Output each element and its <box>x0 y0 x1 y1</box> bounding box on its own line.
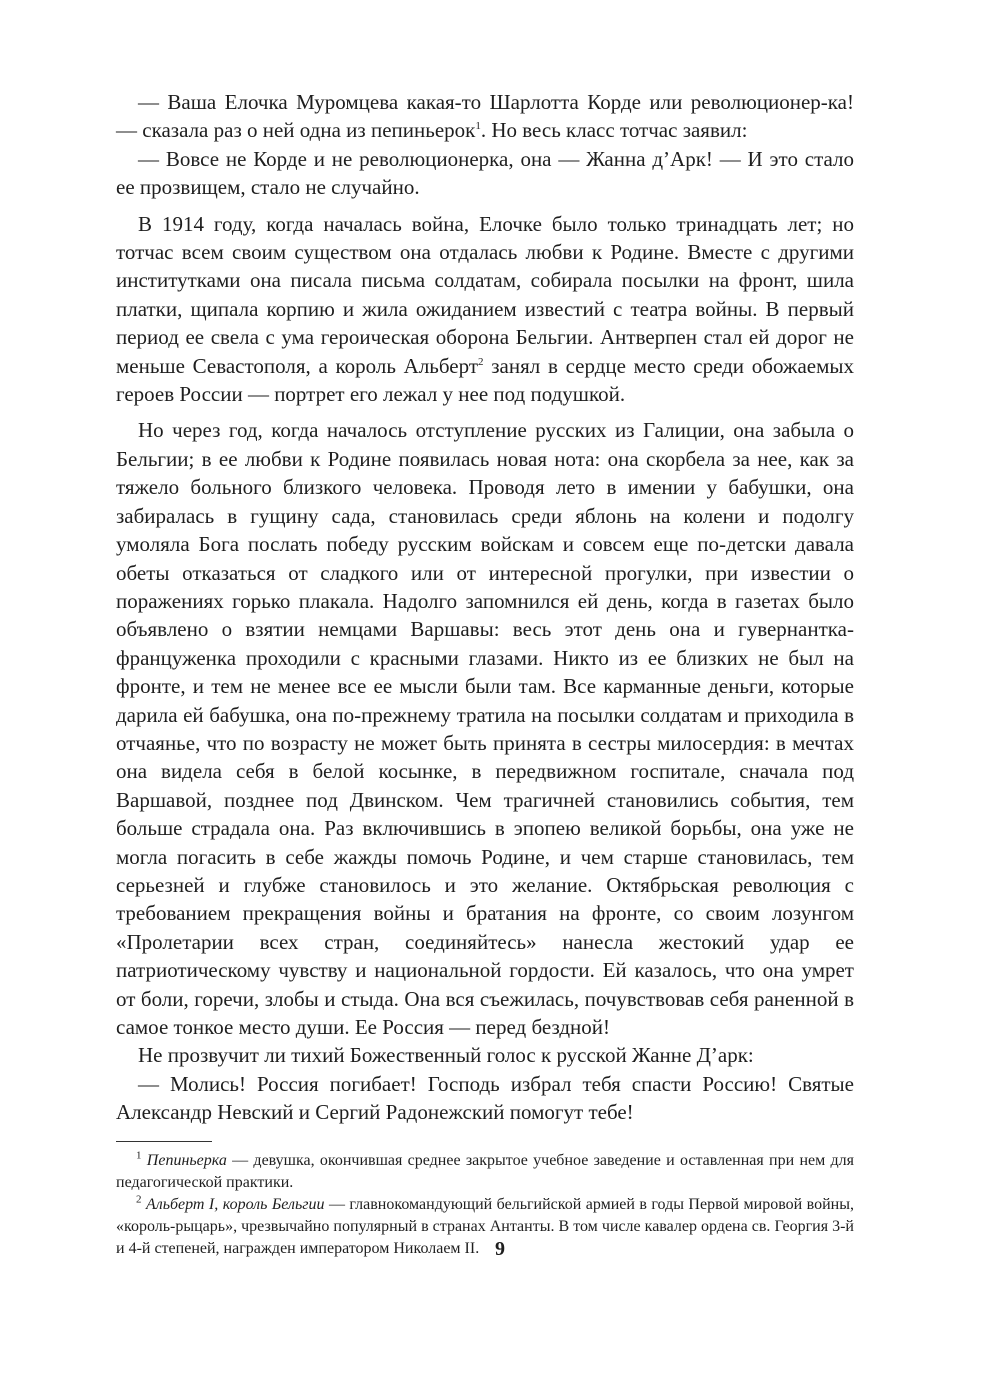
paragraph-5: Не прозвучит ли тихий Божественный голос к русской Жанне Д’арк: <box>138 1043 754 1068</box>
paragraph-1 <box>116 88 854 145</box>
footnote-2-term: Альберт I, король Бельгии <box>145 1195 325 1213</box>
footnote-1 <box>116 1150 854 1194</box>
paragraph-4: Но через год, когда началось отступление русских из Галиции, она забыла о Бельгии; в ее любви к Родине появилась новая нота: она скорбела за нее, как за тяжело больного близкого человека. Проводя лето в имении у бабушки, она забиралась в гущину сада, становилась среди яблонь на колени и подолгу умоляла Бога послать победу русским войскам и совсем еще по-детски давала обеты отказаться от сладкого или от интересной прогулки, при известии о поражениях горько плакала. Надолго запомнился ей день, когда в газетах было объявлено о взятии немцами Варшавы: весь этот день она и гувернантка-француженка проходили с красными глазами. Никто из ее близких не был на фронте, и тем не менее все ее мысли были там. Все карманные деньги, которые дарила ей бабушка, она по-прежнему тратила на посылки солдатам и приходила в отчаянье, что по возрасту не может быть принята в сестры милосердия: в мечтах она видела себя в белой косынке, в передвижном госпитале, сначала под Варшавой, позднее под Двинском. Чем трагичней становились события, тем больше страдала она. Раз включившись в эпопею великой борьбы, она уже не могла погасить в себе жажды помочь Родине, и чем старше становилась, тем серьезней и глубже становилось и это желание. Октябрьская революция с требованием прекращения войны и братания на фронте, со своим лозунгом «Пролетарии всех стран, соединяйтесь» нанесла жестокий удар ее патриотическому чувству и национальной гордости. Ей казалось, что она умрет от боли, горечи, злобы и стыда. Она вся съежилась, почувствовав себя раненной в самое тонкое место души. Ее Россия — перед бездной! <box>116 418 854 1039</box>
paragraph-1-text-a: — Ваша Елочка Муромцева какая-то Шарлотта Корде или революционер-ка! — сказала раз о ней одна из пепиньерок <box>116 90 854 143</box>
footnote-1-text: — девушка, окончившая среднее закрытое учебное заведение и оставленная при нем для педагогической практики. <box>116 1151 855 1191</box>
page-number: 9 <box>495 1238 505 1260</box>
footnote-1-term: Пепиньерка <box>146 1151 227 1169</box>
paragraph-1-text-b: . Но весь класс тотчас заявил: <box>480 118 748 143</box>
footnote-ref-1: 1 <box>475 120 481 133</box>
paragraph-3 <box>116 210 854 409</box>
footnote-1-number: 1 <box>136 1149 142 1162</box>
book-page <box>116 88 854 1260</box>
footnote-2-number: 2 <box>136 1193 142 1206</box>
paragraph-6: — Молись! Россия погибает! Господь избрал тебя спасти Россию! Святые Александр Невский и Сергий Радонежский помогут тебе! <box>116 1071 854 1125</box>
main-text <box>116 88 854 1127</box>
paragraph-3-text-a: В 1914 году, когда началась война, Елочке было только тринадцать лет; но тотчас всем своим существом она отдалась любви к Родине. Вместе с другими институтками она писала письма солдатам, собирала посылки на фронт, шила платки, щипала корпию и жила ожиданием известий с театра войны. В первый период ее свела с ума героическая оборона Бельгии. Антверпен стал ей дорог не меньше Севастополя, а король Альберт <box>116 211 854 378</box>
footnote-divider <box>116 1141 212 1142</box>
footnote-2-text: — главнокомандующий бельгийской армией в годы Первой мировой войны, «король-рыцарь», чрезвычайно популярный в странах Антанты. В том числе кавалер ордена св. Георгия 3-й и 4-й степеней, награжден императором Николаем II. <box>116 1195 854 1257</box>
paragraph-3-text-b: занял в сердце место среди обожаемых героев России — портрет его лежал у нее под подушкой. <box>116 353 854 407</box>
footnote-ref-2: 2 <box>478 355 484 368</box>
paragraph-2: — Вовсе не Корде и не революционерка, она — Жанна д’Арк! — И это стало ее прозвищем, стало не случайно. <box>116 146 854 200</box>
